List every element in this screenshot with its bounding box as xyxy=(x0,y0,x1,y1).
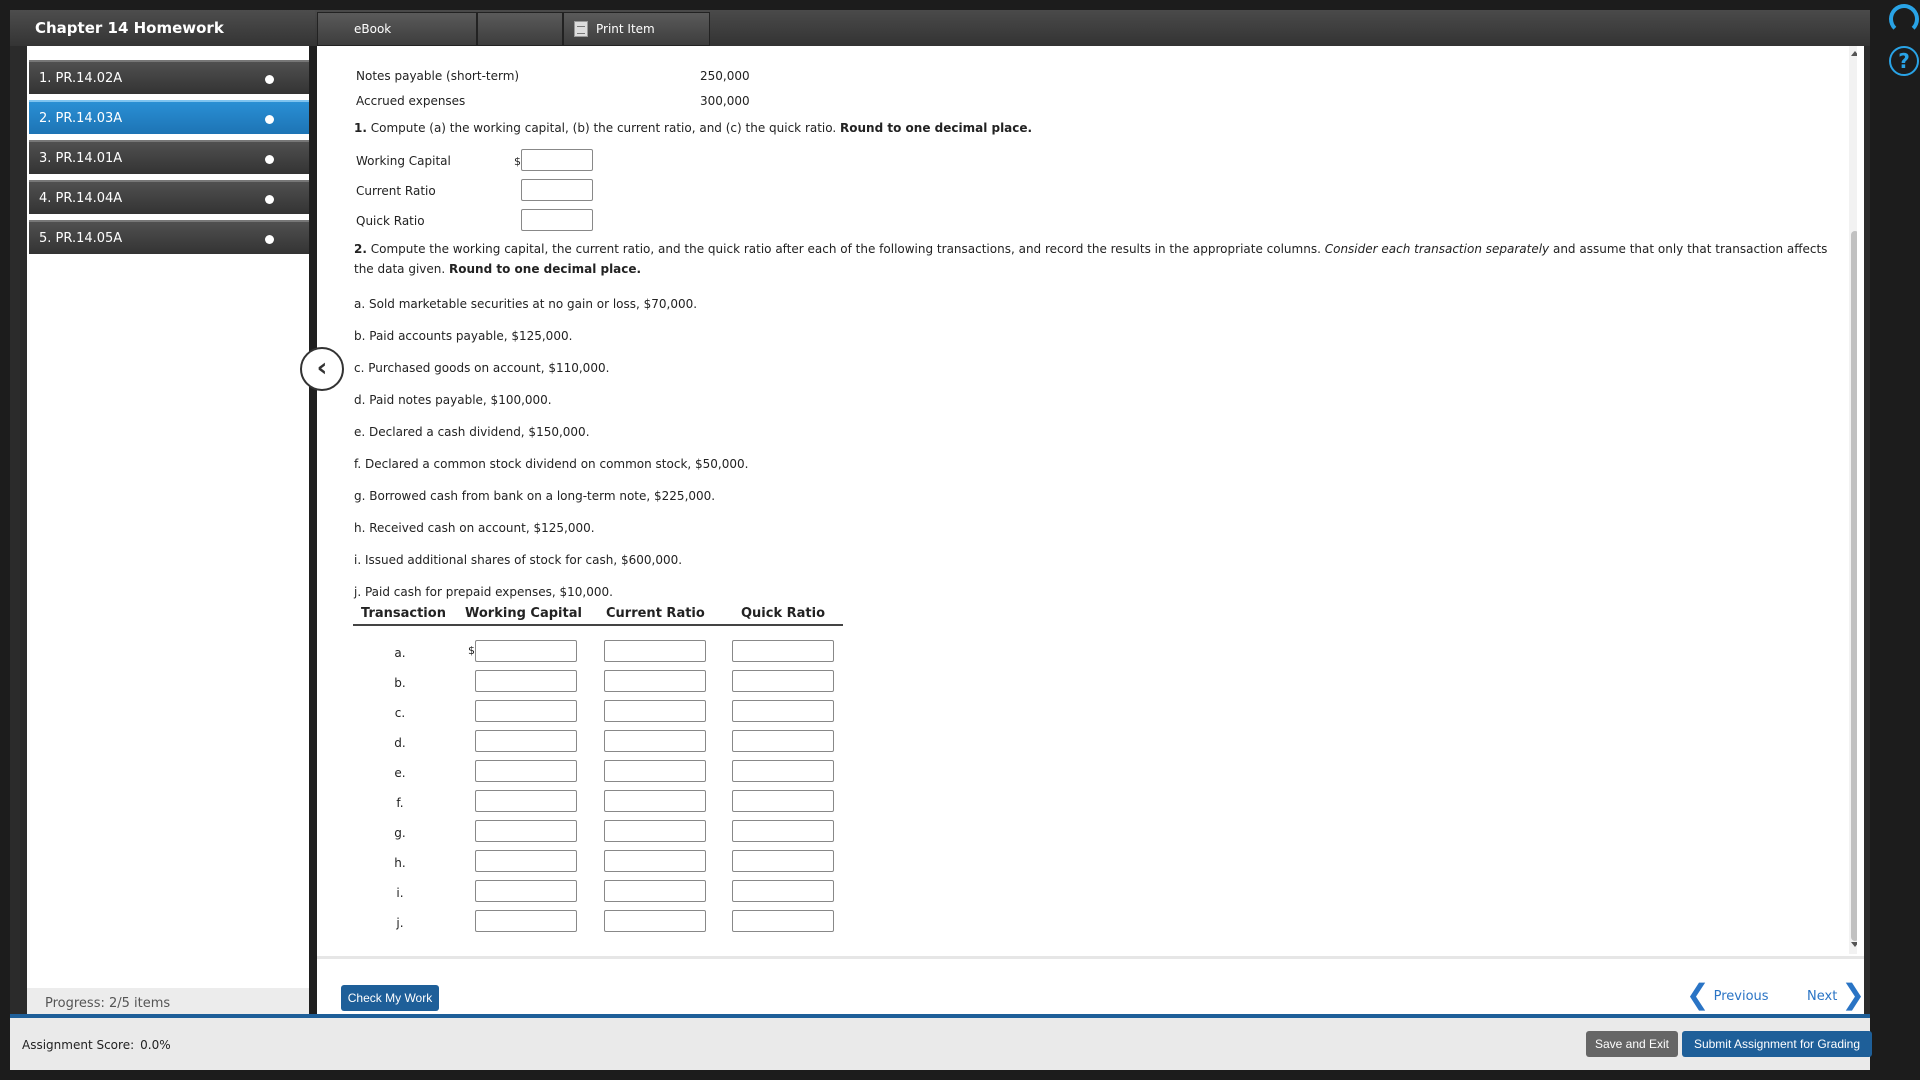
row-label-e: e. xyxy=(394,766,406,780)
result-c-working-capital-input[interactable] xyxy=(475,700,577,722)
result-f-working-capital-input[interactable] xyxy=(475,790,577,812)
result-j-current-ratio-input[interactable] xyxy=(604,910,706,932)
score-value: 0.0% xyxy=(140,1038,171,1052)
question-2-number: 2. xyxy=(354,242,367,256)
label-current-ratio: Current Ratio xyxy=(356,184,436,198)
sidebar-item-pr-14-01a[interactable] xyxy=(29,140,314,174)
sidebar-item-label: 5. PR.14.05A xyxy=(39,231,123,246)
transaction-f: f. Declared a common stock dividend on common stock, $50,000. xyxy=(354,457,749,471)
transaction-e: e. Declared a cash dividend, $150,000. xyxy=(354,425,590,439)
quick-ratio-input[interactable] xyxy=(521,209,593,231)
sidebar-item-pr-14-02a[interactable] xyxy=(29,60,314,94)
scroll-down-icon[interactable] xyxy=(1851,942,1857,947)
label-working-capital: Working Capital xyxy=(356,154,451,168)
result-f-quick-ratio-input[interactable] xyxy=(732,790,834,812)
help-icon[interactable]: ? xyxy=(1889,46,1919,76)
result-i-quick-ratio-input[interactable] xyxy=(732,880,834,902)
save-and-exit-button[interactable]: Save and Exit xyxy=(1586,1031,1678,1057)
header-bar xyxy=(10,10,1870,46)
status-dot-icon xyxy=(265,235,274,244)
result-b-working-capital-input[interactable] xyxy=(475,670,577,692)
sidebar-item-pr-14-03a[interactable] xyxy=(29,100,314,134)
data-label-accrued-expenses: Accrued expenses xyxy=(356,94,466,108)
transaction-c: c. Purchased goods on account, $110,000. xyxy=(354,361,610,375)
status-dot-icon xyxy=(265,195,274,204)
result-b-quick-ratio-input[interactable] xyxy=(732,670,834,692)
assignment-title: Chapter 14 Homework xyxy=(10,10,315,46)
result-g-quick-ratio-input[interactable] xyxy=(732,820,834,842)
data-value-accrued-expenses: 300,000 xyxy=(700,94,750,108)
result-i-current-ratio-input[interactable] xyxy=(604,880,706,902)
problem-content xyxy=(317,46,1857,954)
result-e-working-capital-input[interactable] xyxy=(475,760,577,782)
status-dot-icon xyxy=(265,155,274,164)
row-label-d: d. xyxy=(394,736,406,750)
column-header-quick-ratio: Quick Ratio xyxy=(741,606,826,621)
scroll-up-icon[interactable] xyxy=(1851,51,1857,56)
scrollbar-thumb[interactable] xyxy=(1851,231,1857,941)
score-label: Assignment Score: xyxy=(22,1038,135,1052)
document-icon xyxy=(574,21,588,37)
content-scrollbar[interactable] xyxy=(1849,46,1857,954)
transaction-a: a. Sold marketable securities at no gain or loss, $70,000. xyxy=(354,297,698,311)
row-label-a: a. xyxy=(394,646,406,660)
result-d-quick-ratio-input[interactable] xyxy=(732,730,834,752)
right-rail xyxy=(1872,0,1920,1080)
transaction-d: d. Paid notes payable, $100,000. xyxy=(354,393,552,407)
result-h-quick-ratio-input[interactable] xyxy=(732,850,834,872)
progress-label: Progress: xyxy=(45,996,105,1011)
result-c-quick-ratio-input[interactable] xyxy=(732,700,834,722)
column-header-current-ratio: Current Ratio xyxy=(606,606,705,621)
check-my-work-button[interactable]: Check My Work xyxy=(341,985,439,1011)
question-1-emphasis: Round to one decimal place. xyxy=(840,121,1033,135)
dollar-sign: $ xyxy=(514,155,521,168)
transaction-b: b. Paid accounts payable, $125,000. xyxy=(354,329,573,343)
result-b-current-ratio-input[interactable] xyxy=(604,670,706,692)
question-1-text: Compute (a) the working capital, (b) the current ratio, and (c) the quick ratio. xyxy=(366,121,841,135)
row-label-f: f. xyxy=(396,796,404,810)
bottom-bar xyxy=(10,1014,1870,1070)
sidebar-item-label: 2. PR.14.03A xyxy=(39,111,123,126)
chevron-right-icon: ❯ xyxy=(1841,977,1865,1011)
working-capital-input[interactable] xyxy=(521,149,593,171)
label-quick-ratio: Quick Ratio xyxy=(356,214,425,228)
main-panel xyxy=(317,46,1864,1020)
row-label-i: i. xyxy=(396,886,404,900)
result-d-current-ratio-input[interactable] xyxy=(604,730,706,752)
question-2-text: Compute the working capital, the current ratio, and the quick ratio after each of the following transactions, and record the results in the appropriate columns. xyxy=(366,242,1325,256)
question-1-prompt xyxy=(354,118,1814,138)
result-a-quick-ratio-input[interactable] xyxy=(732,640,834,662)
headset-icon[interactable] xyxy=(1889,4,1919,34)
question-2-text-cont: and assume that only that transaction affects xyxy=(1549,242,1828,256)
column-header-transaction: Transaction xyxy=(361,606,446,621)
sidebar-item-label: 4. PR.14.04A xyxy=(39,191,123,206)
progress-value: 2/5 items xyxy=(109,996,171,1011)
chevron-left-icon: ❮ xyxy=(1686,977,1710,1011)
row-label-j: j. xyxy=(396,916,404,930)
result-f-current-ratio-input[interactable] xyxy=(604,790,706,812)
assignment-score xyxy=(22,1038,171,1052)
submit-assignment-button[interactable]: Submit Assignment for Grading xyxy=(1682,1031,1872,1057)
result-h-current-ratio-input[interactable] xyxy=(604,850,706,872)
tab-ebook[interactable]: eBook xyxy=(317,12,477,46)
sidebar xyxy=(27,46,319,1020)
main-footer xyxy=(317,956,1864,1018)
next-button[interactable] xyxy=(1807,977,1865,1012)
transaction-i: i. Issued additional shares of stock for cash, $600,000. xyxy=(354,553,683,567)
row-label-c: c. xyxy=(394,706,406,720)
status-dot-icon xyxy=(265,115,274,124)
result-j-quick-ratio-input[interactable] xyxy=(732,910,834,932)
result-j-working-capital-input[interactable] xyxy=(475,910,577,932)
row-label-g: g. xyxy=(394,826,406,840)
row-label-h: h. xyxy=(394,856,406,870)
question-2-emphasis: Round to one decimal place. xyxy=(449,262,642,276)
previous-button[interactable] xyxy=(1686,977,1769,1012)
question-1-number: 1. xyxy=(354,121,367,135)
transaction-g: g. Borrowed cash from bank on a long-term note, $225,000. xyxy=(354,489,716,503)
result-g-working-capital-input[interactable] xyxy=(475,820,577,842)
collapse-sidebar-button[interactable] xyxy=(300,347,344,391)
question-2-italic: Consider each transaction separately xyxy=(1324,242,1550,256)
dollar-sign: $ xyxy=(468,644,475,657)
previous-label: Previous xyxy=(1713,989,1769,1004)
sidebar-item-label: 1. PR.14.02A xyxy=(39,71,123,86)
sidebar-item-pr-14-04a[interactable] xyxy=(29,180,314,214)
result-i-working-capital-input[interactable] xyxy=(475,880,577,902)
result-e-quick-ratio-input[interactable] xyxy=(732,760,834,782)
data-label-notes-payable: Notes payable (short-term) xyxy=(356,69,520,83)
result-g-current-ratio-input[interactable] xyxy=(604,820,706,842)
chevron-left-icon: ‹ xyxy=(316,353,328,383)
column-header-working-capital: Working Capital xyxy=(465,606,582,621)
next-label: Next xyxy=(1807,989,1838,1004)
result-h-working-capital-input[interactable] xyxy=(475,850,577,872)
status-dot-icon xyxy=(265,75,274,84)
result-a-working-capital-input[interactable] xyxy=(475,640,577,662)
result-d-working-capital-input[interactable] xyxy=(475,730,577,752)
transaction-j: j. Paid cash for prepaid expenses, $10,000. xyxy=(354,585,613,599)
question-2-text-line2: the data given. xyxy=(354,262,450,276)
print-item-label: Print Item xyxy=(596,22,655,36)
transaction-h: h. Received cash on account, $125,000. xyxy=(354,521,595,535)
result-e-current-ratio-input[interactable] xyxy=(604,760,706,782)
data-value-notes-payable: 250,000 xyxy=(700,69,750,83)
results-table-header xyxy=(353,606,843,626)
question-2-prompt xyxy=(354,239,1834,279)
sidebar-item-label: 3. PR.14.01A xyxy=(39,151,123,166)
row-label-b: b. xyxy=(394,676,406,690)
result-c-current-ratio-input[interactable] xyxy=(604,700,706,722)
current-ratio-input[interactable] xyxy=(521,179,593,201)
app-window xyxy=(10,10,1870,1070)
tab-print-item[interactable] xyxy=(563,12,710,46)
result-a-current-ratio-input[interactable] xyxy=(604,640,706,662)
tab-blank[interactable] xyxy=(477,12,563,46)
sidebar-item-pr-14-05a[interactable] xyxy=(29,220,314,254)
